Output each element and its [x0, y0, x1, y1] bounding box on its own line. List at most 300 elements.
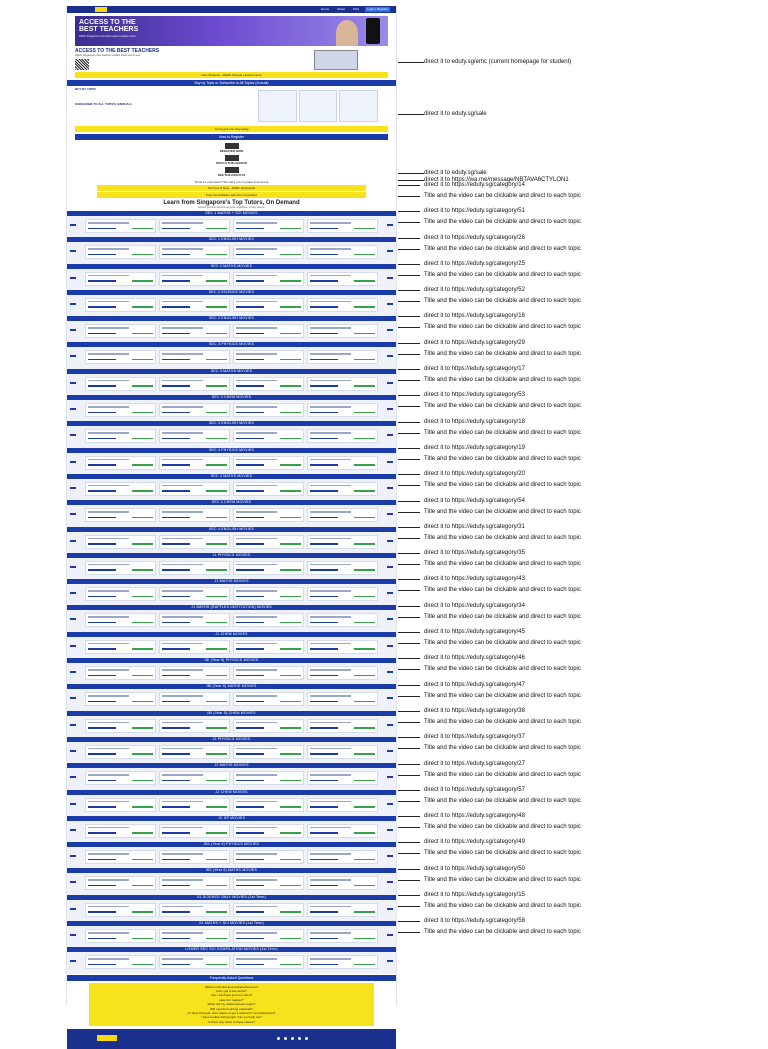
- video-card[interactable]: [159, 298, 230, 312]
- video-card[interactable]: [233, 245, 304, 259]
- carousel-prev-icon[interactable]: [70, 697, 76, 699]
- video-card[interactable]: [307, 903, 378, 917]
- faq-item[interactable]: Is there any notes to these videos?: [208, 1019, 255, 1024]
- video-card[interactable]: [307, 272, 378, 286]
- video-title[interactable]: [162, 827, 203, 829]
- video-link[interactable]: [310, 806, 338, 808]
- video-link[interactable]: [310, 701, 338, 703]
- facebook-icon[interactable]: [277, 1037, 280, 1040]
- carousel-next-icon[interactable]: [387, 697, 393, 699]
- video-title[interactable]: [162, 853, 203, 855]
- video-title[interactable]: [236, 722, 277, 724]
- video-title[interactable]: [162, 748, 203, 750]
- video-card[interactable]: [85, 745, 156, 759]
- fees-banner[interactable]: Get Your A Now - 1000s Successful: [97, 185, 366, 191]
- video-card[interactable]: [307, 745, 378, 759]
- video-title[interactable]: [88, 406, 129, 408]
- carousel-prev-icon[interactable]: [70, 960, 76, 962]
- video-title[interactable]: [310, 406, 351, 408]
- video-title[interactable]: [236, 564, 277, 566]
- one-step-banner[interactable]: You're just one step away: [75, 126, 388, 132]
- video-card[interactable]: [159, 745, 230, 759]
- video-link[interactable]: [88, 938, 116, 940]
- video-title[interactable]: [88, 511, 129, 513]
- video-title[interactable]: [236, 353, 277, 355]
- carousel-next-icon[interactable]: [387, 829, 393, 831]
- video-title[interactable]: [162, 906, 203, 908]
- video-card[interactable]: [307, 245, 378, 259]
- category-title[interactable]: J2 MATHS MOVIES: [67, 763, 396, 768]
- video-card[interactable]: [307, 508, 378, 522]
- carousel-next-icon[interactable]: [387, 224, 393, 226]
- carousel-next-icon[interactable]: [387, 750, 393, 752]
- video-title[interactable]: [88, 853, 129, 855]
- video-card[interactable]: [85, 798, 156, 812]
- video-card[interactable]: [159, 403, 230, 417]
- video-link[interactable]: [310, 543, 338, 545]
- video-link[interactable]: [88, 964, 116, 966]
- faq-item[interactable]: If I drop mid-year, can I pause or get a refund for my subscription?: [187, 1011, 276, 1016]
- carousel-prev-icon[interactable]: [70, 355, 76, 357]
- video-title[interactable]: [236, 301, 277, 303]
- site-logo[interactable]: [95, 7, 107, 12]
- video-title[interactable]: [162, 353, 203, 355]
- video-card[interactable]: [159, 429, 230, 443]
- video-link[interactable]: [88, 385, 116, 387]
- video-card[interactable]: [85, 350, 156, 364]
- carousel-prev-icon[interactable]: [70, 934, 76, 936]
- video-title[interactable]: [162, 958, 203, 960]
- video-card[interactable]: [85, 561, 156, 575]
- video-card[interactable]: [159, 535, 230, 549]
- video-card[interactable]: [85, 324, 156, 338]
- video-title[interactable]: [88, 932, 129, 934]
- faq-item[interactable]: I have trouble during login. Can you help me?: [201, 1015, 262, 1020]
- video-title[interactable]: [88, 906, 129, 908]
- video-card[interactable]: [159, 324, 230, 338]
- carousel-next-icon[interactable]: [387, 329, 393, 331]
- category-title[interactable]: SEC 2 MATHS MOVIES: [67, 264, 396, 269]
- youtube-icon[interactable]: [291, 1037, 294, 1040]
- video-link[interactable]: [310, 911, 338, 913]
- carousel-prev-icon[interactable]: [70, 592, 76, 594]
- video-title[interactable]: [310, 432, 351, 434]
- category-title[interactable]: J1 CHEM MOVIES: [67, 632, 396, 637]
- carousel-next-icon[interactable]: [387, 618, 393, 620]
- video-title[interactable]: [162, 774, 203, 776]
- video-title[interactable]: [88, 485, 129, 487]
- video-link[interactable]: [236, 333, 264, 335]
- video-link[interactable]: [88, 885, 116, 887]
- category-title[interactable]: SEC 4 CHEM MOVIES: [67, 500, 396, 505]
- video-link[interactable]: [88, 596, 116, 598]
- carousel-next-icon[interactable]: [387, 277, 393, 279]
- video-card[interactable]: [233, 324, 304, 338]
- category-title[interactable]: IB2 (Year 6) PHYSICS MOVIES: [67, 842, 396, 847]
- video-card[interactable]: [233, 876, 304, 890]
- video-card[interactable]: [159, 272, 230, 286]
- video-link[interactable]: [236, 727, 264, 729]
- video-link[interactable]: [162, 648, 190, 650]
- video-link[interactable]: [236, 832, 264, 834]
- hero-banner[interactable]: [75, 16, 388, 46]
- video-card[interactable]: [233, 587, 304, 601]
- video-link[interactable]: [236, 911, 264, 913]
- video-card[interactable]: [159, 798, 230, 812]
- video-link[interactable]: [88, 780, 116, 782]
- category-title[interactable]: IB2 (Year 6) MATHS MOVIES: [67, 868, 396, 873]
- video-card[interactable]: [85, 876, 156, 890]
- video-title[interactable]: [236, 853, 277, 855]
- category-title[interactable]: J1 PHYSICS MOVIES: [67, 553, 396, 558]
- video-title[interactable]: [88, 380, 129, 382]
- video-card[interactable]: [233, 429, 304, 443]
- carousel-next-icon[interactable]: [387, 487, 393, 489]
- video-title[interactable]: [162, 511, 203, 513]
- video-card[interactable]: [233, 824, 304, 838]
- category-title[interactable]: J2 CHEM MOVIES: [67, 790, 396, 795]
- faq-item[interactable]: What is included and excluded lessons?: [204, 984, 259, 989]
- carousel-prev-icon[interactable]: [70, 382, 76, 384]
- video-card[interactable]: [159, 719, 230, 733]
- video-link[interactable]: [162, 359, 190, 361]
- carousel-prev-icon[interactable]: [70, 277, 76, 279]
- video-card[interactable]: [307, 324, 378, 338]
- video-link[interactable]: [310, 780, 338, 782]
- carousel-next-icon[interactable]: [387, 566, 393, 568]
- video-link[interactable]: [162, 569, 190, 571]
- video-title[interactable]: [162, 669, 203, 671]
- video-card[interactable]: [85, 771, 156, 785]
- video-card[interactable]: [85, 929, 156, 943]
- video-title[interactable]: [236, 222, 277, 224]
- category-title[interactable]: SEC 2 ENGLISH MOVIES: [67, 316, 396, 321]
- video-link[interactable]: [236, 859, 264, 861]
- video-title[interactable]: [236, 695, 277, 697]
- video-title[interactable]: [162, 616, 203, 618]
- video-link[interactable]: [310, 648, 338, 650]
- video-card[interactable]: [233, 771, 304, 785]
- video-title[interactable]: [162, 275, 203, 277]
- video-card[interactable]: [307, 955, 378, 969]
- video-title[interactable]: [162, 222, 203, 224]
- video-card[interactable]: [85, 666, 156, 680]
- video-card[interactable]: [159, 640, 230, 654]
- carousel-next-icon[interactable]: [387, 645, 393, 647]
- video-link[interactable]: [236, 964, 264, 966]
- video-card[interactable]: [233, 850, 304, 864]
- video-link[interactable]: [236, 701, 264, 703]
- video-card[interactable]: [233, 955, 304, 969]
- video-link[interactable]: [88, 648, 116, 650]
- video-link[interactable]: [310, 596, 338, 598]
- video-title[interactable]: [310, 459, 351, 461]
- video-link[interactable]: [88, 859, 116, 861]
- video-title[interactable]: [162, 485, 203, 487]
- video-card[interactable]: [85, 955, 156, 969]
- faq-item[interactable]: Will I get the learning materials?: [210, 1006, 253, 1011]
- video-link[interactable]: [236, 806, 264, 808]
- video-card[interactable]: [233, 535, 304, 549]
- pricing-card[interactable]: [339, 90, 378, 122]
- video-card[interactable]: [159, 824, 230, 838]
- video-link[interactable]: [310, 569, 338, 571]
- video-link[interactable]: [88, 412, 116, 414]
- video-card[interactable]: [159, 350, 230, 364]
- video-link[interactable]: [162, 727, 190, 729]
- video-title[interactable]: [236, 327, 277, 329]
- carousel-next-icon[interactable]: [387, 881, 393, 883]
- video-link[interactable]: [236, 648, 264, 650]
- video-title[interactable]: [88, 353, 129, 355]
- carousel-prev-icon[interactable]: [70, 434, 76, 436]
- video-card[interactable]: [159, 903, 230, 917]
- video-card[interactable]: [85, 824, 156, 838]
- video-title[interactable]: [88, 616, 129, 618]
- video-link[interactable]: [162, 333, 190, 335]
- video-link[interactable]: [88, 622, 116, 624]
- video-link[interactable]: [162, 385, 190, 387]
- category-title[interactable]: J1 MATHS (RAFFLES INSTITUTION) MOVIES: [67, 605, 396, 610]
- video-link[interactable]: [236, 359, 264, 361]
- video-title[interactable]: [310, 695, 351, 697]
- video-card[interactable]: [233, 219, 304, 233]
- video-link[interactable]: [88, 727, 116, 729]
- video-title[interactable]: [310, 248, 351, 250]
- carousel-prev-icon[interactable]: [70, 540, 76, 542]
- carousel-next-icon[interactable]: [387, 303, 393, 305]
- video-link[interactable]: [88, 517, 116, 519]
- video-card[interactable]: [85, 903, 156, 917]
- video-card[interactable]: [159, 245, 230, 259]
- video-title[interactable]: [162, 327, 203, 329]
- video-title[interactable]: [310, 669, 351, 671]
- video-card[interactable]: [159, 456, 230, 470]
- video-link[interactable]: [88, 911, 116, 913]
- video-title[interactable]: [88, 248, 129, 250]
- video-link[interactable]: [88, 438, 116, 440]
- video-title[interactable]: [88, 722, 129, 724]
- video-link[interactable]: [310, 859, 338, 861]
- video-title[interactable]: [88, 538, 129, 540]
- video-card[interactable]: [85, 429, 156, 443]
- video-title[interactable]: [236, 906, 277, 908]
- video-link[interactable]: [162, 464, 190, 466]
- video-title[interactable]: [310, 774, 351, 776]
- video-link[interactable]: [88, 333, 116, 335]
- video-link[interactable]: [236, 675, 264, 677]
- carousel-prev-icon[interactable]: [70, 250, 76, 252]
- video-title[interactable]: [236, 511, 277, 513]
- video-link[interactable]: [310, 438, 338, 440]
- video-link[interactable]: [236, 938, 264, 940]
- video-card[interactable]: [85, 508, 156, 522]
- video-card[interactable]: [233, 272, 304, 286]
- video-card[interactable]: [159, 929, 230, 943]
- video-title[interactable]: [310, 853, 351, 855]
- carousel-prev-icon[interactable]: [70, 829, 76, 831]
- video-title[interactable]: [236, 748, 277, 750]
- video-card[interactable]: [233, 692, 304, 706]
- video-title[interactable]: [310, 327, 351, 329]
- video-card[interactable]: [307, 929, 378, 943]
- video-card[interactable]: [307, 824, 378, 838]
- carousel-next-icon[interactable]: [387, 908, 393, 910]
- video-card[interactable]: [307, 640, 378, 654]
- video-link[interactable]: [310, 254, 338, 256]
- carousel-next-icon[interactable]: [387, 250, 393, 252]
- category-title[interactable]: SEC 2 SCIENCE MOVIES: [67, 290, 396, 295]
- video-card[interactable]: [159, 219, 230, 233]
- carousel-prev-icon[interactable]: [70, 566, 76, 568]
- video-link[interactable]: [236, 490, 264, 492]
- video-link[interactable]: [162, 596, 190, 598]
- video-title[interactable]: [236, 406, 277, 408]
- carousel-prev-icon[interactable]: [70, 618, 76, 620]
- video-card[interactable]: [307, 771, 378, 785]
- instagram-icon[interactable]: [284, 1037, 287, 1040]
- video-card[interactable]: [159, 613, 230, 627]
- video-link[interactable]: [88, 753, 116, 755]
- video-card[interactable]: [307, 403, 378, 417]
- video-link[interactable]: [310, 832, 338, 834]
- video-title[interactable]: [310, 511, 351, 513]
- video-title[interactable]: [310, 616, 351, 618]
- video-title[interactable]: [88, 669, 129, 671]
- video-link[interactable]: [88, 280, 116, 282]
- video-title[interactable]: [88, 564, 129, 566]
- video-title[interactable]: [88, 590, 129, 592]
- video-card[interactable]: [233, 666, 304, 680]
- category-title[interactable]: SEC 3 CHEM MOVIES: [67, 395, 396, 400]
- video-title[interactable]: [162, 432, 203, 434]
- video-card[interactable]: [307, 666, 378, 680]
- category-title[interactable]: SEC 3 MATHS MOVIES: [67, 369, 396, 374]
- video-title[interactable]: [310, 301, 351, 303]
- video-title[interactable]: [236, 248, 277, 250]
- video-title[interactable]: [310, 275, 351, 277]
- carousel-prev-icon[interactable]: [70, 908, 76, 910]
- video-card[interactable]: [233, 482, 304, 496]
- video-title[interactable]: [236, 275, 277, 277]
- video-title[interactable]: [310, 748, 351, 750]
- video-title[interactable]: [88, 827, 129, 829]
- carousel-next-icon[interactable]: [387, 513, 393, 515]
- video-link[interactable]: [310, 964, 338, 966]
- video-title[interactable]: [236, 643, 277, 645]
- video-link[interactable]: [162, 306, 190, 308]
- video-card[interactable]: [307, 456, 378, 470]
- video-card[interactable]: [233, 640, 304, 654]
- carousel-prev-icon[interactable]: [70, 671, 76, 673]
- video-link[interactable]: [162, 622, 190, 624]
- video-card[interactable]: [159, 876, 230, 890]
- carousel-prev-icon[interactable]: [70, 803, 76, 805]
- video-card[interactable]: [85, 692, 156, 706]
- carousel-prev-icon[interactable]: [70, 724, 76, 726]
- video-card[interactable]: [159, 508, 230, 522]
- video-title[interactable]: [310, 590, 351, 592]
- video-card[interactable]: [85, 850, 156, 864]
- video-title[interactable]: [310, 538, 351, 540]
- video-link[interactable]: [88, 464, 116, 466]
- carousel-prev-icon[interactable]: [70, 881, 76, 883]
- video-link[interactable]: [162, 806, 190, 808]
- video-card[interactable]: [159, 692, 230, 706]
- video-link[interactable]: [310, 280, 338, 282]
- video-link[interactable]: [310, 385, 338, 387]
- video-link[interactable]: [236, 412, 264, 414]
- video-link[interactable]: [88, 569, 116, 571]
- carousel-next-icon[interactable]: [387, 434, 393, 436]
- video-card[interactable]: [85, 219, 156, 233]
- video-title[interactable]: [162, 590, 203, 592]
- video-card[interactable]: [85, 377, 156, 391]
- video-card[interactable]: [307, 219, 378, 233]
- video-title[interactable]: [236, 485, 277, 487]
- video-card[interactable]: [85, 587, 156, 601]
- video-title[interactable]: [236, 827, 277, 829]
- carousel-prev-icon[interactable]: [70, 461, 76, 463]
- video-link[interactable]: [162, 490, 190, 492]
- carousel-next-icon[interactable]: [387, 408, 393, 410]
- video-title[interactable]: [88, 327, 129, 329]
- video-card[interactable]: [159, 482, 230, 496]
- category-title[interactable]: SEC 3 ENGLISH MOVIES: [67, 421, 396, 426]
- category-title[interactable]: S1 MATHS + SCI MOVIES (1st Term): [67, 921, 396, 926]
- video-title[interactable]: [88, 695, 129, 697]
- video-card[interactable]: [307, 587, 378, 601]
- video-title[interactable]: [310, 485, 351, 487]
- video-title[interactable]: [88, 879, 129, 881]
- carousel-prev-icon[interactable]: [70, 855, 76, 857]
- video-link[interactable]: [310, 228, 338, 230]
- new-students-banner[interactable]: New Students - Watch Sample Lessons Here: [75, 72, 388, 78]
- video-title[interactable]: [236, 380, 277, 382]
- video-card[interactable]: [233, 350, 304, 364]
- video-link[interactable]: [236, 543, 264, 545]
- video-link[interactable]: [310, 885, 338, 887]
- video-link[interactable]: [88, 701, 116, 703]
- carousel-next-icon[interactable]: [387, 355, 393, 357]
- consultation-banner[interactable]: Free Consultation with Our Consultant: [97, 192, 366, 198]
- category-title[interactable]: IBI (Year 5) MATHS MOVIES: [67, 684, 396, 689]
- video-link[interactable]: [162, 228, 190, 230]
- video-link[interactable]: [162, 280, 190, 282]
- video-title[interactable]: [236, 432, 277, 434]
- category-title[interactable]: IBI (Year 5) PHYSICS MOVIES: [67, 658, 396, 663]
- video-title[interactable]: [310, 879, 351, 881]
- video-link[interactable]: [236, 385, 264, 387]
- video-link[interactable]: [88, 359, 116, 361]
- video-card[interactable]: [307, 298, 378, 312]
- video-card[interactable]: [159, 587, 230, 601]
- carousel-next-icon[interactable]: [387, 382, 393, 384]
- video-title[interactable]: [88, 459, 129, 461]
- carousel-prev-icon[interactable]: [70, 776, 76, 778]
- video-link[interactable]: [88, 543, 116, 545]
- video-link[interactable]: [236, 254, 264, 256]
- video-card[interactable]: [159, 850, 230, 864]
- video-link[interactable]: [162, 859, 190, 861]
- video-title[interactable]: [310, 222, 351, 224]
- video-title[interactable]: [236, 774, 277, 776]
- carousel-prev-icon[interactable]: [70, 513, 76, 515]
- carousel-next-icon[interactable]: [387, 461, 393, 463]
- carousel-next-icon[interactable]: [387, 724, 393, 726]
- video-title[interactable]: [236, 616, 277, 618]
- video-link[interactable]: [162, 543, 190, 545]
